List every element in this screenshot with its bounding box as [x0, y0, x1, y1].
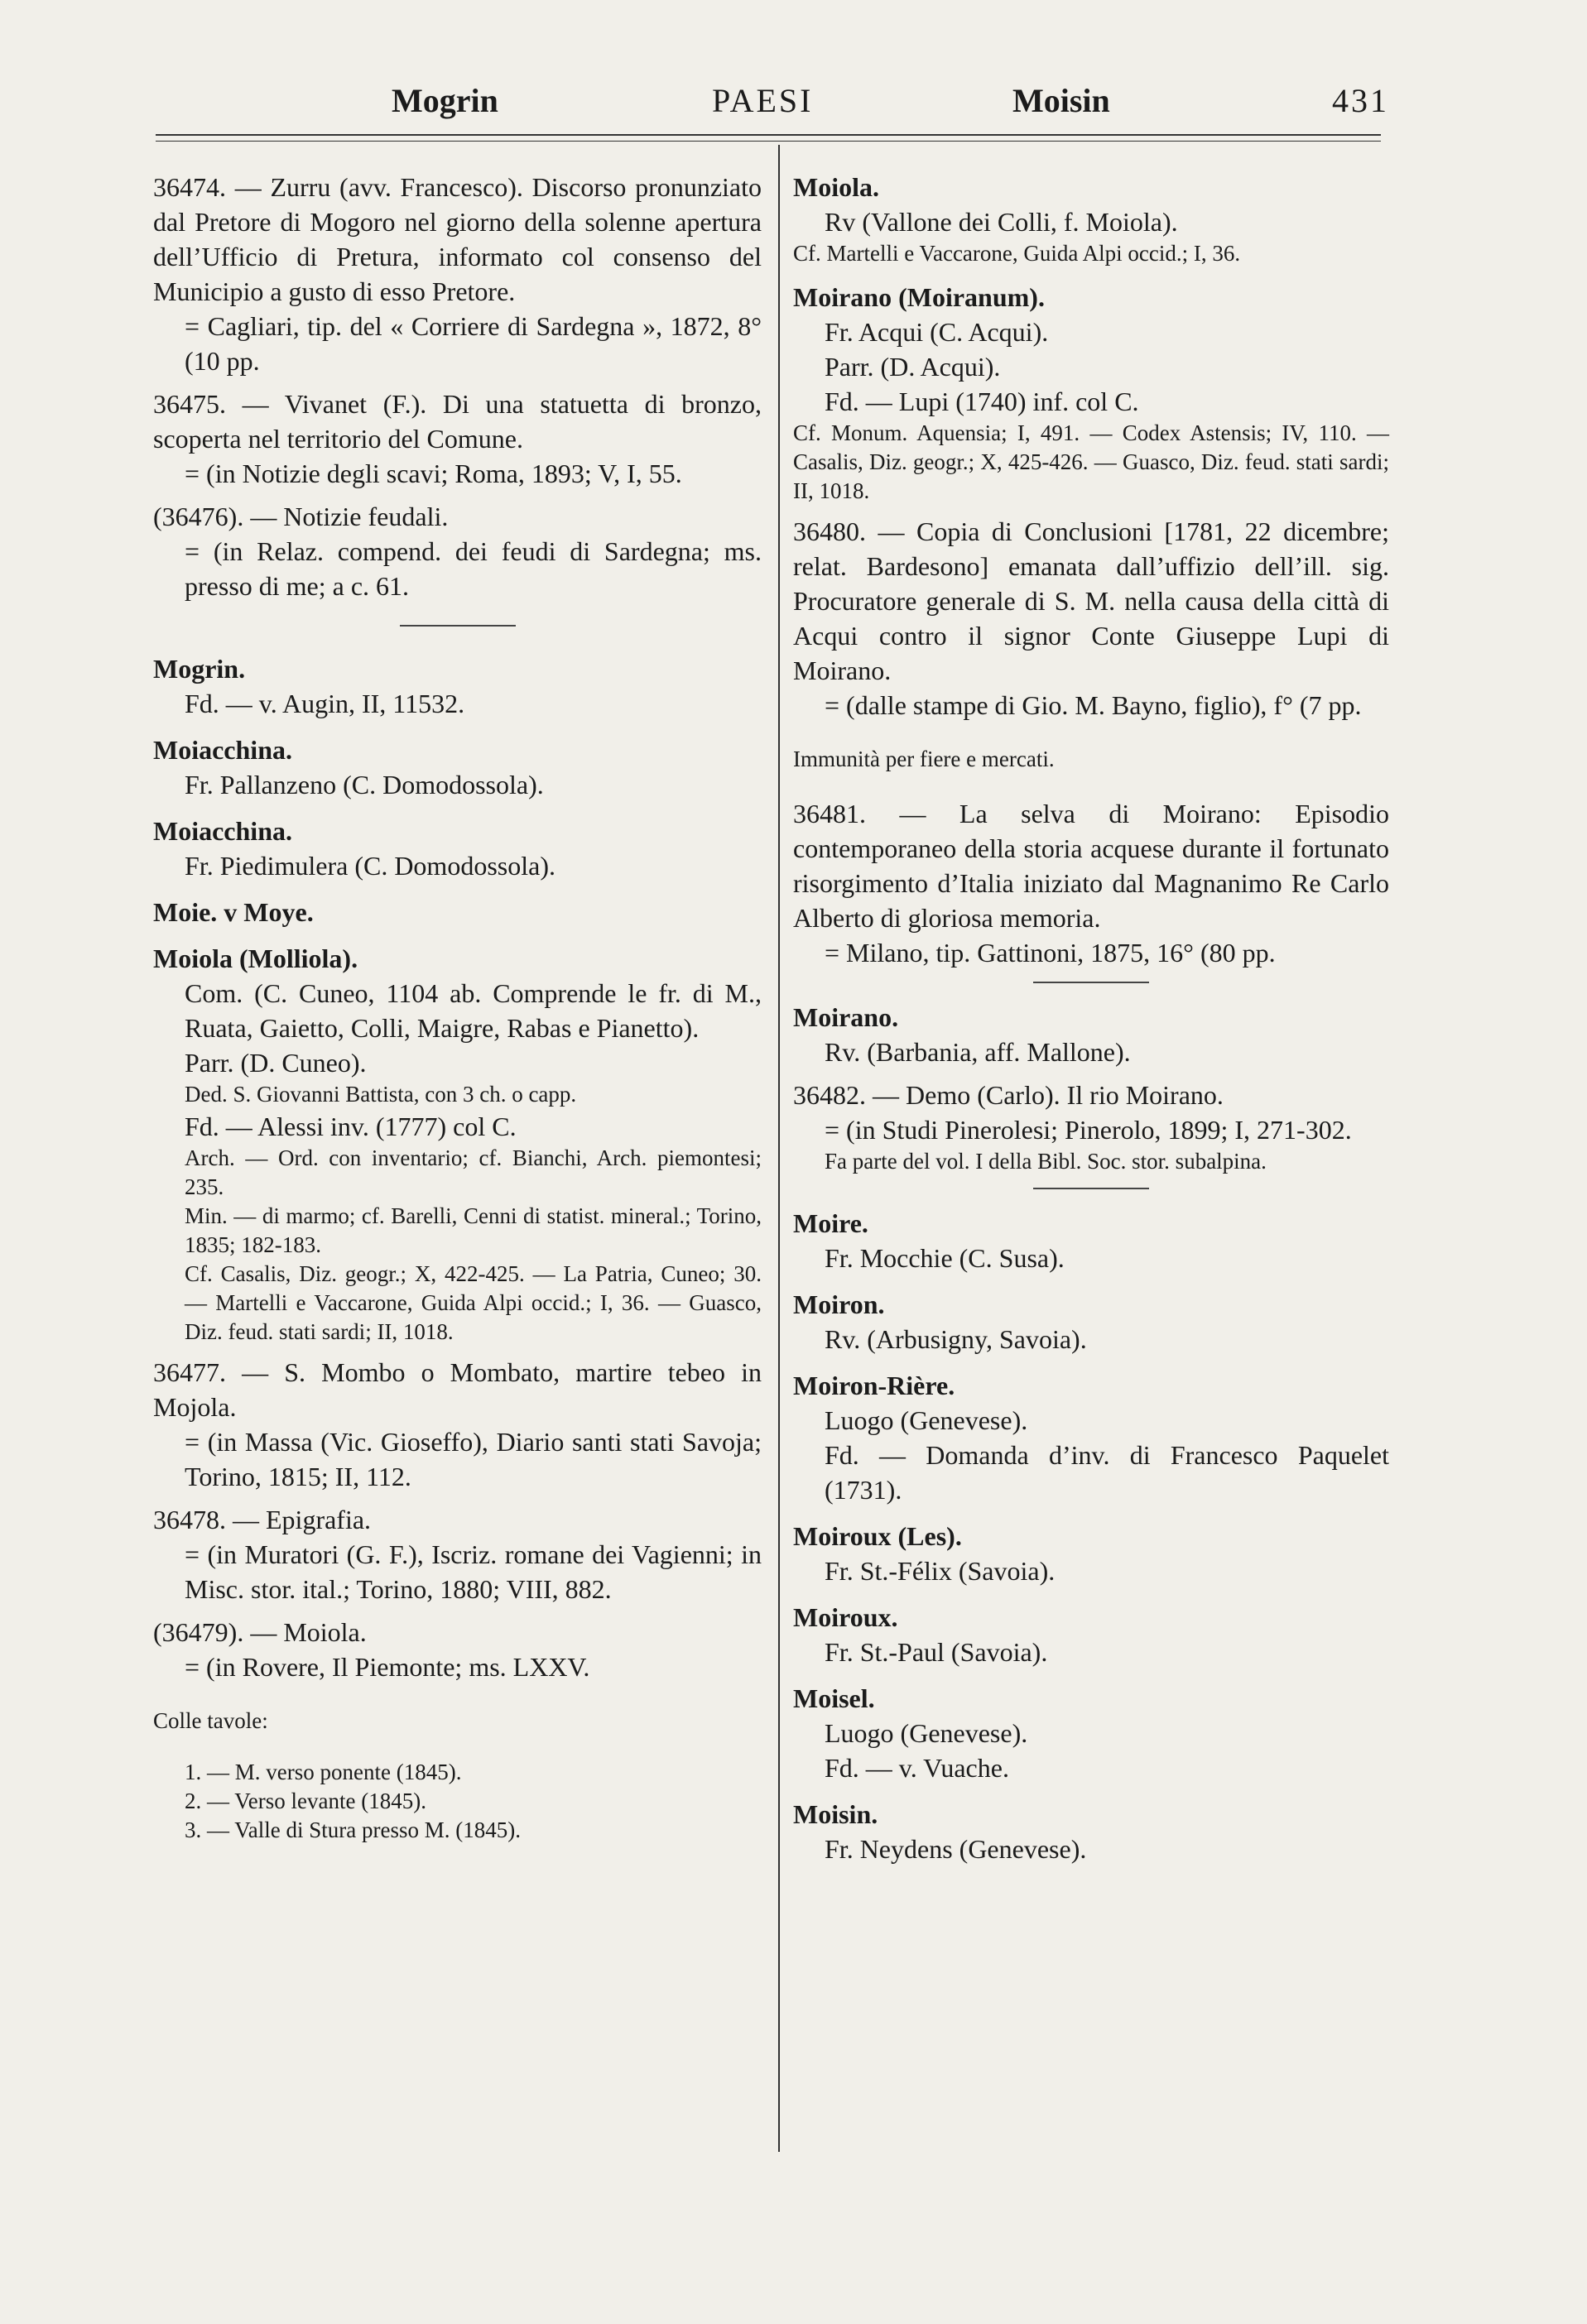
- place-heading: Moire.: [793, 1208, 868, 1238]
- entry-36482: [793, 1078, 1389, 1176]
- place-heading: Moiacchina.: [153, 735, 292, 765]
- place-minerals: Min. — di marmo; cf. Barelli, Cenni di statist. mineral.; Torino, 1835; 182-183.: [185, 1203, 762, 1257]
- entry-publication: = Milano, tip. Gattinoni, 1875, 16° (80 pp.: [825, 938, 1276, 968]
- header-last-entry: Moisin: [1012, 82, 1110, 119]
- place-heading: Moie. v Moye.: [153, 897, 314, 927]
- place-frazione: Fr. Acqui (C. Acqui).: [825, 317, 1049, 347]
- place-moiroux-les: [793, 1519, 1389, 1588]
- place-heading: Moiola (Molliola).: [153, 944, 358, 973]
- place-heading: Moiola.: [793, 172, 879, 202]
- entry-text: 36475. — Vivanet (F.). Di una statuetta di bronzo, scoperta nel territorio del Comune.: [153, 389, 762, 454]
- place-heading: Moiroux.: [793, 1602, 898, 1632]
- column-divider: [778, 145, 780, 2152]
- place-fondo: Fd. — v. Vuache.: [825, 1753, 1009, 1783]
- entry-publication: = (in Massa (Vic. Gioseffo), Diario santi stati Savoja; Torino, 1815; II, 112.: [185, 1427, 762, 1491]
- place-parrocchia: Parr. (D. Cuneo).: [185, 1048, 367, 1078]
- entry-publication: = Cagliari, tip. del « Corriere di Sardegna », 1872, 8° (10 pp.: [185, 311, 762, 376]
- place-line: Luogo (Genevese).: [825, 1718, 1028, 1748]
- entry-text: 36477. — S. Mombo o Mombato, martire tebeo in Mojola.: [153, 1357, 762, 1422]
- entry-36474: [153, 170, 762, 378]
- header-first-entry: Mogrin: [392, 82, 498, 119]
- place-references: Cf. Martelli e Vaccarone, Guida Alpi occid.; I, 36.: [793, 241, 1241, 266]
- place-moiacchina-pallanzeno: [153, 732, 762, 802]
- place-heading: Moiron-Rière.: [793, 1371, 955, 1400]
- place-archive: Arch. — Ord. con inventario; cf. Bianchi, Arch. piemontesi; 235.: [185, 1145, 762, 1199]
- entry-note: Immunità per fiere e mercati.: [793, 747, 1055, 771]
- place-line: Fr. Pallanzeno (C. Domodossola).: [185, 770, 544, 799]
- place-moiola-vallone: [793, 170, 1389, 268]
- place-moiron-riere: [793, 1368, 1389, 1507]
- place-heading: Moiron.: [793, 1289, 885, 1319]
- entry-36475: [153, 387, 762, 491]
- place-moiroux: [793, 1600, 1389, 1669]
- header-section-title: PAESI: [712, 82, 814, 119]
- place-line: Luogo (Genevese).: [825, 1405, 1028, 1435]
- place-mogrin: [153, 651, 762, 721]
- entry-publication: = (in Notizie degli scavi; Roma, 1893; V, I, 55.: [185, 459, 682, 488]
- place-line: Rv. (Barbania, aff. Mallone).: [825, 1037, 1131, 1067]
- header-rule: [156, 134, 1381, 136]
- place-heading: Moirano.: [793, 1002, 899, 1032]
- place-heading: Moiacchina.: [153, 816, 292, 846]
- plate-item: 2. — Verso levante (1845).: [185, 1789, 426, 1813]
- right-column: [793, 170, 1389, 1875]
- place-fondo: Fd. — Alessi inv. (1777) col C.: [185, 1112, 517, 1141]
- place-line: Fr. St.-Paul (Savoia).: [825, 1637, 1048, 1667]
- place-moie: [153, 895, 762, 929]
- place-line: Fd. — v. Augin, II, 11532.: [185, 689, 465, 718]
- place-moirano-rio: [793, 1000, 1389, 1069]
- entry-text: (36479). — Moiola.: [153, 1617, 367, 1647]
- place-references: Cf. Monum. Aquensia; I, 491. — Codex Astensis; IV, 110. — Casalis, Diz. geogr.; X, 425-426. — Guasco, Diz. feud. stati sardi; II, 1018.: [793, 420, 1389, 503]
- entry-36481: [793, 796, 1389, 970]
- place-moire: [793, 1206, 1389, 1275]
- entry-36476: [153, 499, 762, 603]
- place-fondo: Fd. — Lupi (1740) inf. col C.: [825, 387, 1139, 416]
- place-moiola: [153, 941, 762, 1347]
- place-moiron: [793, 1287, 1389, 1356]
- entry-36478: [153, 1502, 762, 1606]
- section-separator: [1033, 1188, 1149, 1189]
- place-comune: Com. (C. Cuneo, 1104 ab. Comprende le fr. di M., Ruata, Gaietto, Colli, Maigre, Rabas e Pianetto).: [185, 978, 762, 1043]
- entry-publication: = (in Muratori (G. F.), Iscriz. romane dei Vagienni; in Misc. stor. ital.; Torino, 1880; VIII, 882.: [185, 1539, 762, 1604]
- entry-publication: = (in Studi Pinerolesi; Pinerolo, 1899; I, 271-302.: [825, 1115, 1352, 1145]
- place-line: Fr. Mocchie (C. Susa).: [825, 1243, 1065, 1273]
- place-heading: Moisin.: [793, 1799, 878, 1829]
- entry-text: 36481. — La selva di Moirano: Episodio contemporaneo della storia acquese durante il fortunato risorgimento d’Italia iniziato dal Magnanimo Re Carlo Alberto di gloriosa memoria.: [793, 799, 1389, 933]
- entry-text: (36476). — Notizie feudali.: [153, 502, 449, 531]
- place-parrocchia: Parr. (D. Acqui).: [825, 352, 1001, 382]
- entry-publication: = (in Rovere, Il Piemonte; ms. LXXV.: [185, 1652, 590, 1682]
- plate-item: 1. — M. verso ponente (1845).: [185, 1760, 462, 1784]
- entry-36477: [153, 1355, 762, 1494]
- place-moisin: [793, 1797, 1389, 1866]
- place-heading: Moisel.: [793, 1683, 875, 1713]
- entry-text: 36480. — Copia di Conclusioni [1781, 22 dicembre; relat. Bardesono] emanata dall’uffizio dell’ill. sig. Procuratore generale di S. M. nella causa della città di Acqui contro il signor Conte Giuseppe Lupi di Moirano.: [793, 516, 1389, 685]
- entry-note: Fa parte del vol. I della Bibl. Soc. stor. subalpina.: [825, 1149, 1267, 1174]
- place-heading: Moirano (Moiranum).: [793, 282, 1045, 312]
- place-dedication: Ded. S. Giovanni Battista, con 3 ch. o capp.: [185, 1082, 577, 1107]
- entry-publication: = (dalle stampe di Gio. M. Bayno, figlio), f° (7 pp.: [825, 690, 1362, 720]
- entry-publication: = (in Relaz. compend. dei feudi di Sardegna; ms. presso di me; a c. 61.: [185, 536, 762, 601]
- place-line: Fr. Neydens (Genevese).: [825, 1834, 1087, 1864]
- place-line: Fr. St.-Félix (Savoia).: [825, 1556, 1056, 1586]
- place-line: Fr. Piedimulera (C. Domodossola).: [185, 851, 555, 881]
- left-column: [153, 170, 762, 1853]
- header-rule-thin: [156, 141, 1381, 142]
- entry-text: 36474. — Zurru (avv. Francesco). Discorso pronunziato dal Pretore di Mogoro nel giorno della solenne apertura dell’Ufficio di Pretura, informato col consenso del Municipio a gusto di esso Pretore.: [153, 172, 762, 306]
- place-line: Rv. (Arbusigny, Savoia).: [825, 1324, 1087, 1354]
- section-separator: [400, 625, 516, 627]
- place-heading: Mogrin.: [153, 654, 246, 684]
- entry-text: 36482. — Demo (Carlo). Il rio Moirano.: [793, 1080, 1224, 1110]
- page-number: 431: [1332, 82, 1389, 119]
- section-separator: [1033, 982, 1149, 983]
- place-moisel: [793, 1681, 1389, 1785]
- running-head: [156, 76, 1389, 134]
- place-references: Cf. Casalis, Diz. geogr.; X, 422-425. — La Patria, Cuneo; 30. — Martelli e Vaccarone, Guida Alpi occid.; I, 36. — Guasco, Diz. feud. stati sardi; II, 1018.: [185, 1261, 762, 1344]
- place-moiacchina-piedimulera: [153, 814, 762, 883]
- place-heading: Moiroux (Les).: [793, 1521, 962, 1551]
- entry-36479: [153, 1615, 762, 1845]
- plate-item: 3. — Valle di Stura presso M. (1845).: [185, 1817, 521, 1842]
- plates-intro: Colle tavole:: [153, 1708, 268, 1733]
- place-fondo: Fd. — Domanda d’inv. di Francesco Paquelet (1731).: [825, 1440, 1389, 1505]
- place-line: Rv (Vallone dei Colli, f. Moiola).: [825, 207, 1178, 237]
- entry-text: 36478. — Epigrafia.: [153, 1505, 372, 1534]
- entry-36480: [793, 514, 1389, 774]
- place-moirano: [793, 280, 1389, 506]
